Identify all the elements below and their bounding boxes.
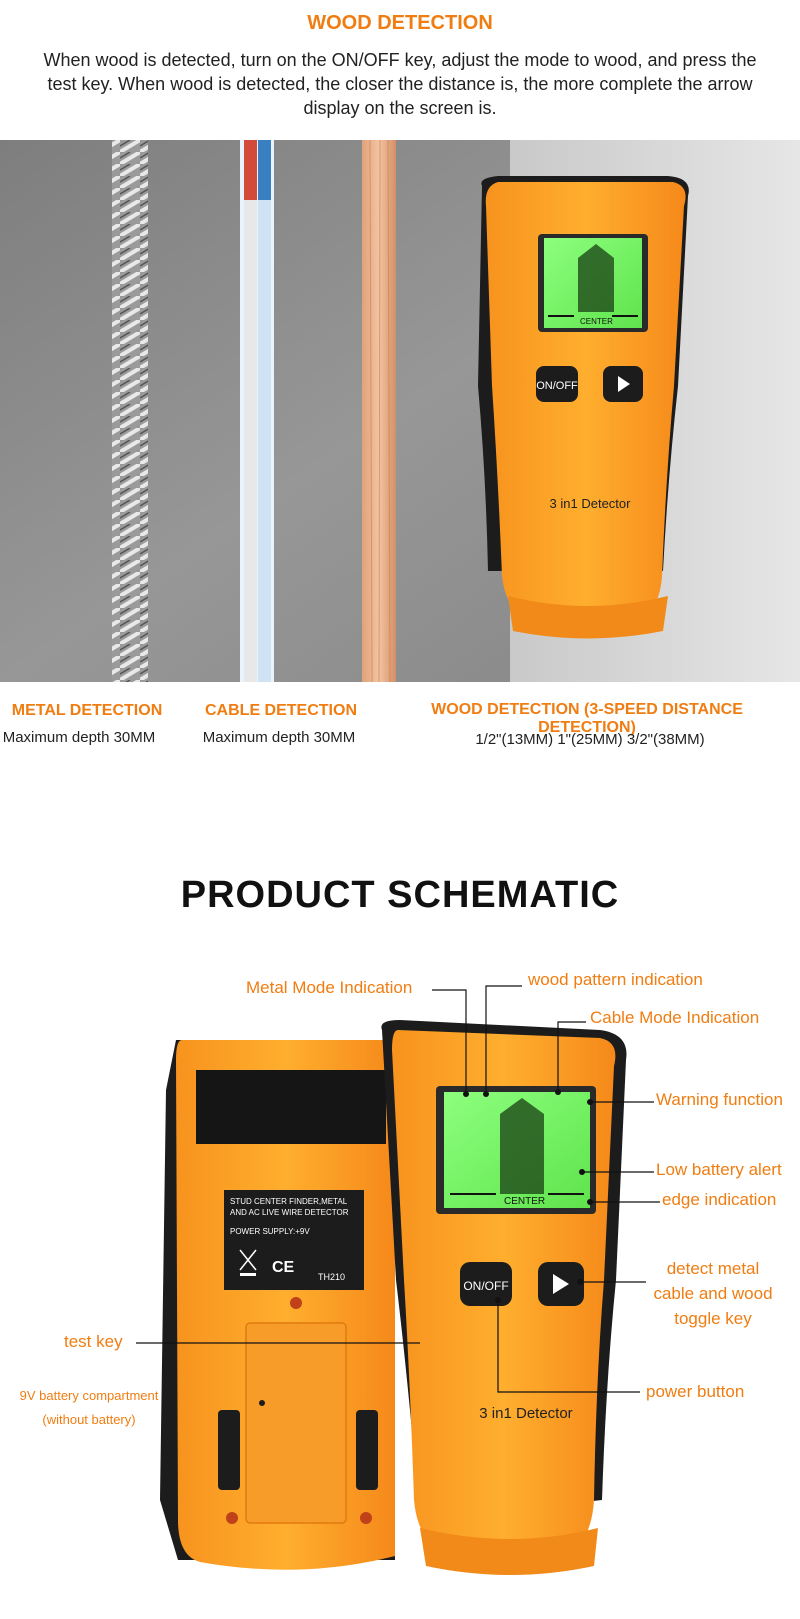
back-label-line1: STUD CENTER FINDER,METAL [230, 1197, 348, 1206]
callout-toggle-line1: detect metal [666, 1259, 760, 1278]
screw-hole [290, 1297, 302, 1309]
device-back [160, 1040, 426, 1570]
callout-warning: Warning function [656, 1090, 783, 1109]
callout-battery-compartment [14, 1384, 164, 1432]
back-label-line3: POWER SUPPLY:+9V [230, 1227, 310, 1236]
caption-cable-title: CABLE DETECTION [205, 702, 357, 719]
velcro-strap [196, 1070, 386, 1144]
onoff-button-front-label: ON/OFF [463, 1279, 509, 1293]
wood-detection-description: When wood is detected, turn on the ON/OFF key, adjust the mode to wood, and press the test key. When wood is detected, the closer the distance is, the more complete the arrow display on the screen is. [43, 50, 757, 118]
ce-mark-icon [272, 1259, 295, 1276]
callout-toggle-key [648, 1256, 778, 1331]
caption-cable-depth: Maximum depth 30MM [202, 729, 356, 746]
caption-metal-title: METAL DETECTION [11, 702, 163, 719]
grip-pad-left [218, 1410, 240, 1490]
callout-test-key: test key [64, 1332, 123, 1351]
metal-rebar [112, 140, 148, 682]
callout-toggle-line2: cable and wood [653, 1284, 773, 1303]
grip-pad-right [356, 1410, 378, 1490]
caption-wood-title: WOOD DETECTION (3-SPEED DISTANCE DETECTION) [431, 701, 743, 736]
callout-battery-line1: 9V battery compartment [19, 1388, 159, 1403]
callout-metal-mode: Metal Mode Indication [246, 978, 413, 997]
detection-photo-panel [0, 140, 800, 682]
stud-detector-device [478, 176, 689, 639]
back-label-model: TH210 [318, 1272, 346, 1282]
callout-power-button: power button [646, 1382, 745, 1401]
wall-detection-illustration [0, 140, 800, 682]
back-label-line2: AND AC LIVE WIRE DETECTOR [230, 1208, 349, 1217]
caption-wood-depths: 1/2"(13MM) 1"(25MM) 3/2"(38MM) [475, 731, 705, 748]
callout-low-battery: Low battery alert [656, 1160, 782, 1179]
callout-cable-mode: Cable Mode Indication [590, 1008, 760, 1027]
caption-metal-depth: Maximum depth 30MM [2, 729, 156, 746]
device-name-text: 3 in1 Detector [549, 496, 631, 511]
section-title-product-schematic: PRODUCT SCHEMATIC [180, 874, 620, 916]
callout-wood-pattern: wood pattern indication [528, 970, 703, 989]
section-title-wood-detection: WOOD DETECTION [307, 12, 493, 34]
callout-battery-line2: (without battery) [42, 1412, 136, 1427]
lcd-center-text-front: CENTER [504, 1196, 546, 1207]
battery-compartment [246, 1323, 346, 1523]
lcd-center-text: CENTER [580, 317, 613, 326]
onoff-button-label: ON/OFF [536, 380, 578, 392]
callout-edge: edge indication [662, 1190, 777, 1209]
device-front-name: 3 in1 Detector [479, 1405, 573, 1422]
callout-toggle-line3: toggle key [674, 1309, 752, 1328]
svg-text:CE: CE [272, 1259, 295, 1276]
